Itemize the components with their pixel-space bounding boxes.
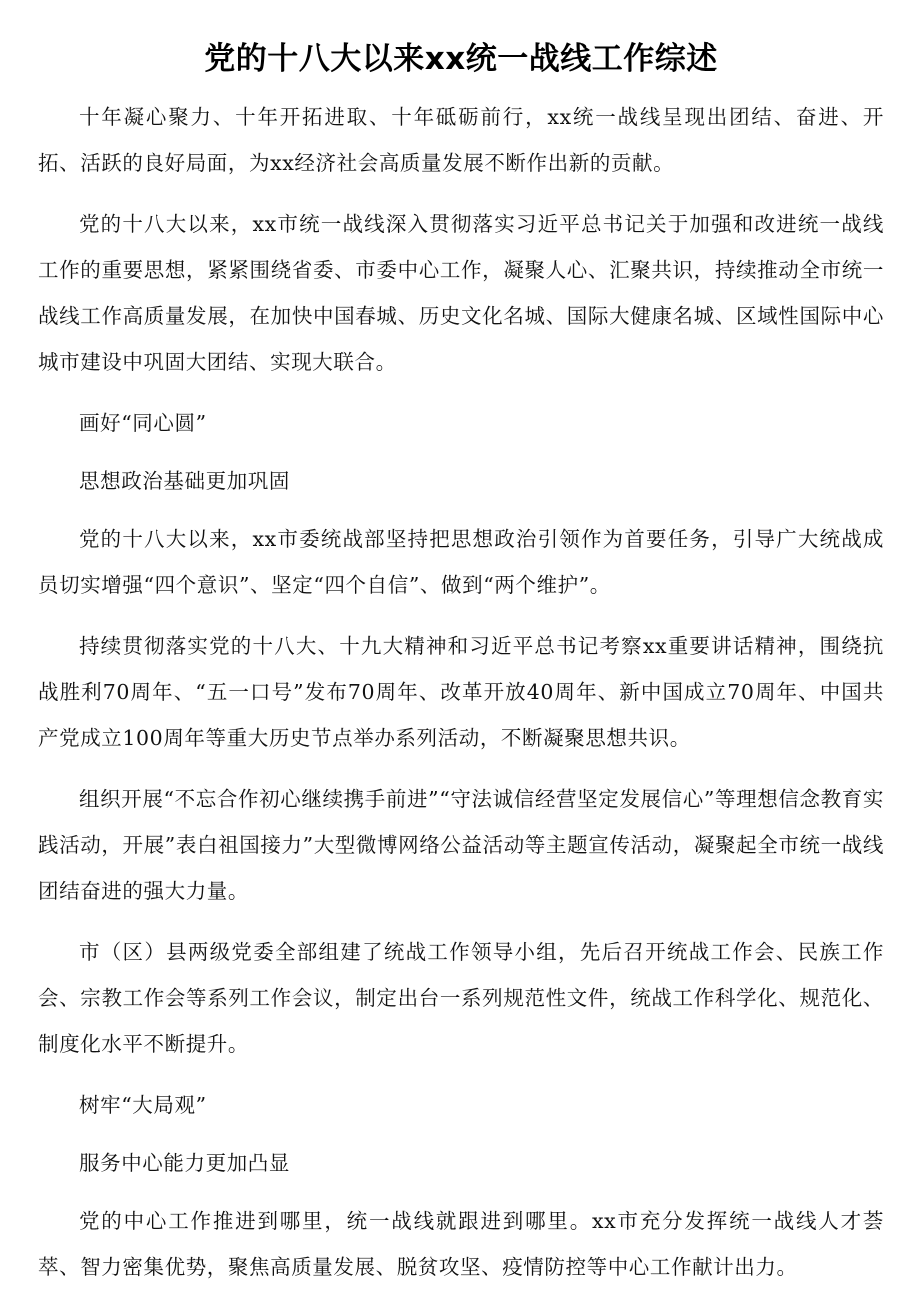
section-subheading-service: 服务中心能力更加凸显 — [79, 1151, 290, 1175]
paragraph-leadership-groups: 市（区）县两级党委全部组建了统战工作领导小组，先后召开统战工作会、民族工作会、宗教工作会等系列工作会议，制定出台一系列规范性文件，统战工作科学化、规范化、制度化水平不断提升。 — [38, 940, 884, 1056]
paragraph-overview: 党的十八大以来，xx市统一战线深入贯彻落实习近平总书记关于加强和改进统一战线工作的重要思想，紧紧围绕省委、市委中心工作，凝聚人心、汇聚共识，持续推动全市统一战线工作高质量发展，在加快中国春城、历史文化名城、国际大健康名城、区域性国际中心城市建设中巩固大团结、实现大联合。 — [38, 212, 884, 374]
paragraph-ideology-guidance: 党的十八大以来，xx市委统战部坚持把思想政治引领作为首要任务，引导广大统战成员切实增强“四个意识”、坚定“四个自信”、做到“两个维护”。 — [38, 527, 884, 597]
paragraph-education-activities: 组织开展“不忘合作初心继续携手前进”“守法诚信经营坚定发展信心”等理想信念教育实践活动，开展”表白祖国接力”大型微博网络公益活动等主题宣传活动，凝聚起全市统一战线团结奋进的强大力量。 — [38, 787, 884, 903]
paragraph-intro: 十年凝心聚力、十年开拓进取、十年砥砺前行，xx统一战线呈现出团结、奋进、开拓、活跃的良好局面，为xx经济社会高质量发展不断作出新的贡献。 — [38, 105, 884, 175]
document-title: 党的十八大以来xx统一战线工作综述 — [204, 41, 718, 77]
section-subheading-ideology: 思想政治基础更加巩固 — [79, 469, 290, 493]
document-page — [38, 30, 884, 1305]
section-heading-tongxinyuan: 画好“同心圆” — [79, 411, 207, 435]
section-heading-dajuguan: 树牢“大局观” — [79, 1093, 207, 1117]
paragraph-historic-events: 持续贯彻落实党的十八大、十九大精神和习近平总书记考察xx重要讲话精神，围绕抗战胜利70周年、“五一口号”发布70周年、改革开放40周年、新中国成立70周年、中国共产党成立100周年等重大历史节点举办系列活动，不断凝聚思想共识。 — [38, 634, 884, 750]
paragraph-central-work: 党的中心工作推进到哪里，统一战线就跟进到哪里。xx市充分发挥统一战线人才荟萃、智力密集优势，聚焦高质量发展、脱贫攻坚、疫情防控等中心工作献计出力。 — [38, 1209, 884, 1279]
